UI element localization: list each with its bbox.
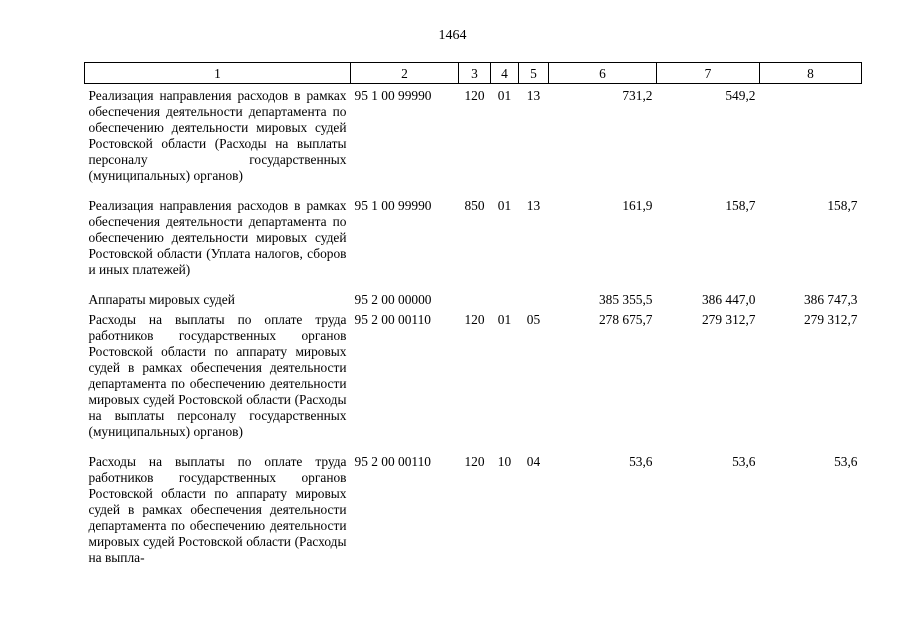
row-col-5: 05 bbox=[526, 312, 541, 327]
header-col-3: 3 bbox=[459, 63, 491, 84]
header-col-5: 5 bbox=[519, 63, 549, 84]
row-code: 95 2 00 00110 bbox=[354, 454, 431, 469]
row-value-7: 549,2 bbox=[725, 88, 756, 103]
header-row bbox=[85, 63, 862, 84]
row-value-7: 279 312,7 bbox=[701, 312, 756, 327]
row-description: Расходы на выплаты по оплате труда работников государственных органов Ростовской области по аппарату мировых судей в рамках обеспечения деятельности департамента по обеспечению деятельности мировых судей Ростовской области (Расходы на выпла- bbox=[88, 454, 347, 565]
row-col-4: 01 bbox=[497, 88, 512, 103]
budget-table bbox=[84, 62, 862, 566]
row-value-6: 278 675,7 bbox=[598, 312, 653, 327]
row-value-8: 158,7 bbox=[827, 198, 858, 213]
header-col-8: 8 bbox=[760, 63, 862, 84]
row-col-5: 13 bbox=[526, 88, 541, 103]
table-row bbox=[85, 84, 862, 195]
row-col-4: 01 bbox=[497, 198, 512, 213]
table-row bbox=[85, 194, 862, 288]
page-number: 1464 bbox=[438, 28, 467, 43]
row-code: 95 1 00 99990 bbox=[354, 88, 432, 103]
header-col-2: 2 bbox=[351, 63, 459, 84]
row-value-8 bbox=[760, 84, 862, 195]
header-col-4: 4 bbox=[491, 63, 519, 84]
row-value-6: 161,9 bbox=[622, 198, 653, 213]
row-value-8: 53,6 bbox=[834, 454, 858, 469]
row-code: 95 2 00 00000 bbox=[354, 292, 432, 307]
row-description: Аппараты мировых судей bbox=[88, 292, 235, 307]
row-description: Расходы на выплаты по оплате труда работников государственных органов Ростовской области по аппарату мировых судей в рамках обеспечения деятельности департамента по обеспечению деятельности мировых судей Ростовской области (Расходы на выплаты персоналу государственных (муниципальных) органов) bbox=[88, 312, 347, 439]
row-col-5: 13 bbox=[526, 198, 541, 213]
row-value-7: 53,6 bbox=[732, 454, 756, 469]
row-col-3: 850 bbox=[464, 198, 485, 213]
row-col-4: 01 bbox=[497, 312, 512, 327]
row-code: 95 2 00 00110 bbox=[354, 312, 431, 327]
row-col-5 bbox=[519, 288, 549, 308]
row-col-5: 04 bbox=[526, 454, 541, 469]
header-col-1: 1 bbox=[85, 63, 351, 84]
header-col-7: 7 bbox=[657, 63, 760, 84]
row-col-4: 10 bbox=[497, 454, 512, 469]
row-value-7: 158,7 bbox=[725, 198, 756, 213]
table-row bbox=[85, 288, 862, 308]
row-col-3: 120 bbox=[464, 312, 485, 327]
row-value-6: 731,2 bbox=[622, 88, 653, 103]
table-row bbox=[85, 308, 862, 450]
row-col-4 bbox=[491, 288, 519, 308]
row-value-6: 385 355,5 bbox=[598, 292, 653, 307]
row-col-3: 120 bbox=[464, 88, 485, 103]
row-value-8: 279 312,7 bbox=[803, 312, 858, 327]
row-code: 95 1 00 99990 bbox=[354, 198, 432, 213]
table-row bbox=[85, 450, 862, 566]
row-value-8: 386 747,3 bbox=[803, 292, 858, 307]
row-value-6: 53,6 bbox=[629, 454, 653, 469]
row-description: Реализация направления расходов в рамках обеспечения деятельности департамента по обеспечению деятельности мировых судей Ростовской области (Расходы на выплаты персоналу государственных (муниципальных) органов) bbox=[88, 88, 347, 183]
row-description: Реализация направления расходов в рамках обеспечения деятельности департамента по обеспечению деятельности мировых судей Ростовской области (Уплата налогов, сборов и иных платежей) bbox=[88, 198, 347, 277]
row-value-7: 386 447,0 bbox=[701, 292, 756, 307]
header-col-6: 6 bbox=[549, 63, 657, 84]
row-col-3 bbox=[459, 288, 491, 308]
row-col-3: 120 bbox=[464, 454, 485, 469]
